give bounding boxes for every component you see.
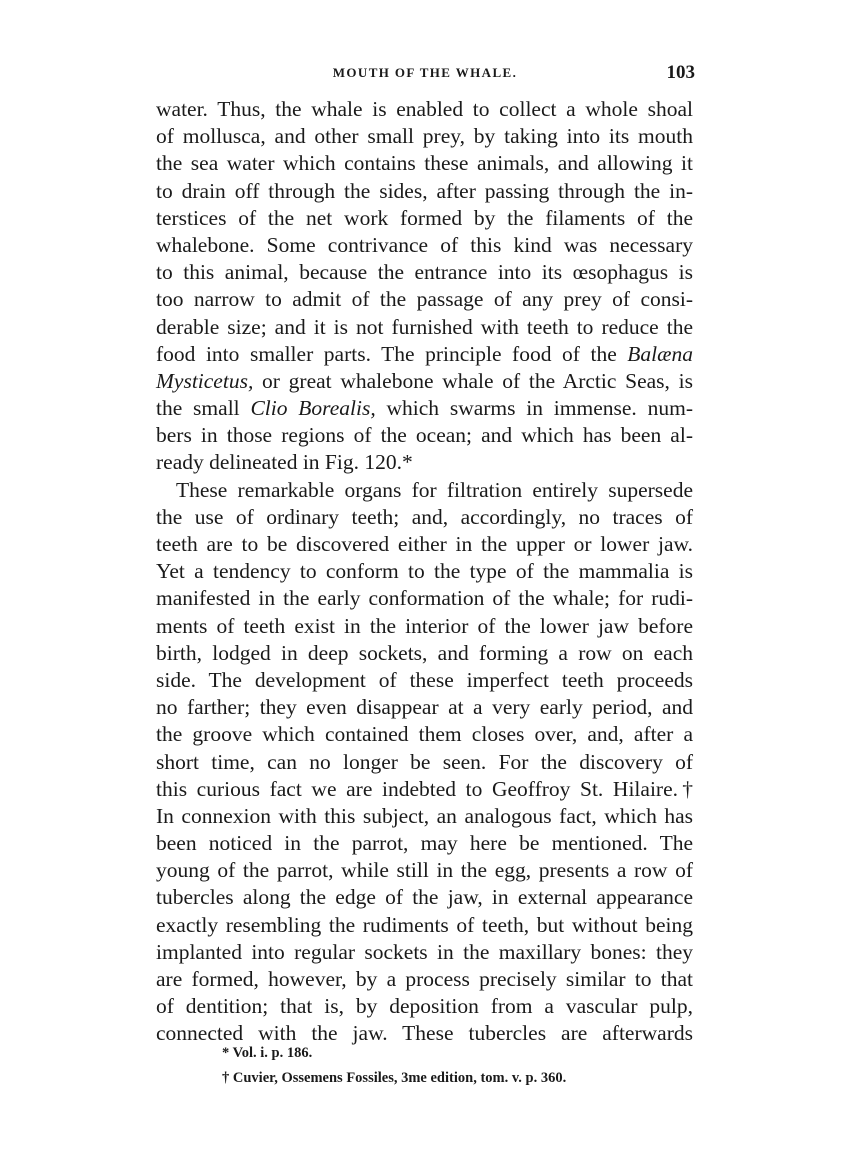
text-line [156,449,693,476]
line-text: manifested in the early conformation of the whale; for rudi- [156,586,693,611]
text-line [156,286,693,313]
line-text: young of the parrot, while still in the egg, presents a row of [156,858,693,883]
line-text: are formed, however, by a process precisely similar to that [156,967,693,991]
line-text: or great whalebone whale of the Arctic Seas, is [253,368,693,393]
text-line [156,259,693,286]
text-line [156,123,693,150]
text-line [156,939,693,966]
italic-text: Mysticetus, [156,368,254,393]
line-text: derable size; and it is not furnished with teeth to reduce the [156,314,693,339]
text-line [156,504,693,531]
text-line [156,830,693,857]
text-line [156,694,693,721]
line-text: water. Thus, the whale is enabled to collect a whole shoal [156,97,693,121]
line-text: ments of teeth exist in the interior of the lower jaw before [156,613,693,638]
text-line [156,776,693,803]
text-line [156,531,693,558]
line-text: been noticed in the parrot, may here be mentioned. The [156,831,693,856]
text-line [156,803,693,830]
line-text: which swarms in immense. num- [375,396,693,421]
line-text: the use of ordinary teeth; and, accordingly, no traces of [156,504,693,529]
text-line [156,150,693,177]
footnote: † Cuvier, Ossemens Fossiles, 3me edition, tom. v. p. 360. [222,1070,567,1086]
text-line [156,749,693,776]
body-text [156,96,693,1048]
line-text: food into smaller parts. The principle food of the [156,341,628,366]
text-line [156,395,693,422]
page-header [155,62,695,86]
text-line [156,558,693,585]
line-text: bers in those regions of the ocean; and which has been al- [156,423,693,448]
italic-text: Balæna [627,341,693,366]
line-text: the sea water which contains these animals, and allowing it [156,151,693,176]
text-line [156,857,693,884]
line-text: short time, can no longer be seen. For the discovery of [156,749,693,774]
line-text: implanted into regular sockets in the maxillary bones: they [156,939,693,964]
line-text: to drain off through the sides, after passing through the in- [156,178,693,203]
line-text: the groove which contained them closes over, and, after a [156,722,693,747]
line-text: ready delineated in Fig. 120.* [156,450,413,475]
text-line [156,178,693,205]
line-text: the small [156,396,251,421]
line-text: too narrow to admit of the passage of any prey of consi- [156,287,693,312]
line-text: terstices of the net work formed by the filaments of the [156,205,693,230]
text-line [156,640,693,667]
text-line [156,368,693,395]
italic-text: Clio Borealis, [250,396,376,421]
line-text: of dentition; that is, by deposition from a vascular pulp, [156,994,693,1019]
text-line [156,232,693,259]
text-line [156,314,693,341]
line-text: side. The development of these imperfect teeth proceeds [156,667,693,692]
footnote: * Vol. i. p. 186. [222,1045,313,1061]
text-line [156,205,693,232]
line-text: Yet a tendency to conform to the type of the mammalia is [156,559,693,584]
line-text: this curious fact we are indebted to Geoffroy St. Hilaire.† [156,776,693,801]
text-line [156,993,693,1020]
line-text: tubercles along the edge of the jaw, in external appearance [156,885,693,910]
text-line [156,667,693,694]
text-line [156,585,693,612]
page-number: 103 [666,62,695,83]
line-text: no farther; they even disappear at a very early period, and [156,695,693,720]
line-text: teeth are to be discovered either in the upper or lower jaw. [156,532,693,556]
line-text: These remarkable organs for filtration entirely supersede [176,477,693,502]
line-text: of mollusca, and other small prey, by taking into its mouth [156,124,693,149]
text-line [156,422,693,449]
text-line [156,721,693,748]
line-text: exactly resembling the rudiments of teeth, but without being [156,912,693,937]
text-line [156,613,693,640]
text-line [156,966,693,993]
text-line [156,477,693,504]
text-line [156,341,693,368]
text-line [156,912,693,939]
text-line [156,96,693,123]
line-text: birth, lodged in deep sockets, and forming a row on each [156,640,693,665]
footnotes [222,1041,682,1091]
line-text: In connexion with this subject, an analogous fact, which has [156,803,693,828]
line-text: to this animal, because the entrance into its œsophagus is [156,260,693,285]
line-text: whalebone. Some contrivance of this kind was necessary [156,232,693,257]
running-title: MOUTH OF THE WHALE. [332,65,518,80]
text-line [156,884,693,911]
line-text: connected with the jaw. These tubercles are afterwards [156,1021,693,1046]
